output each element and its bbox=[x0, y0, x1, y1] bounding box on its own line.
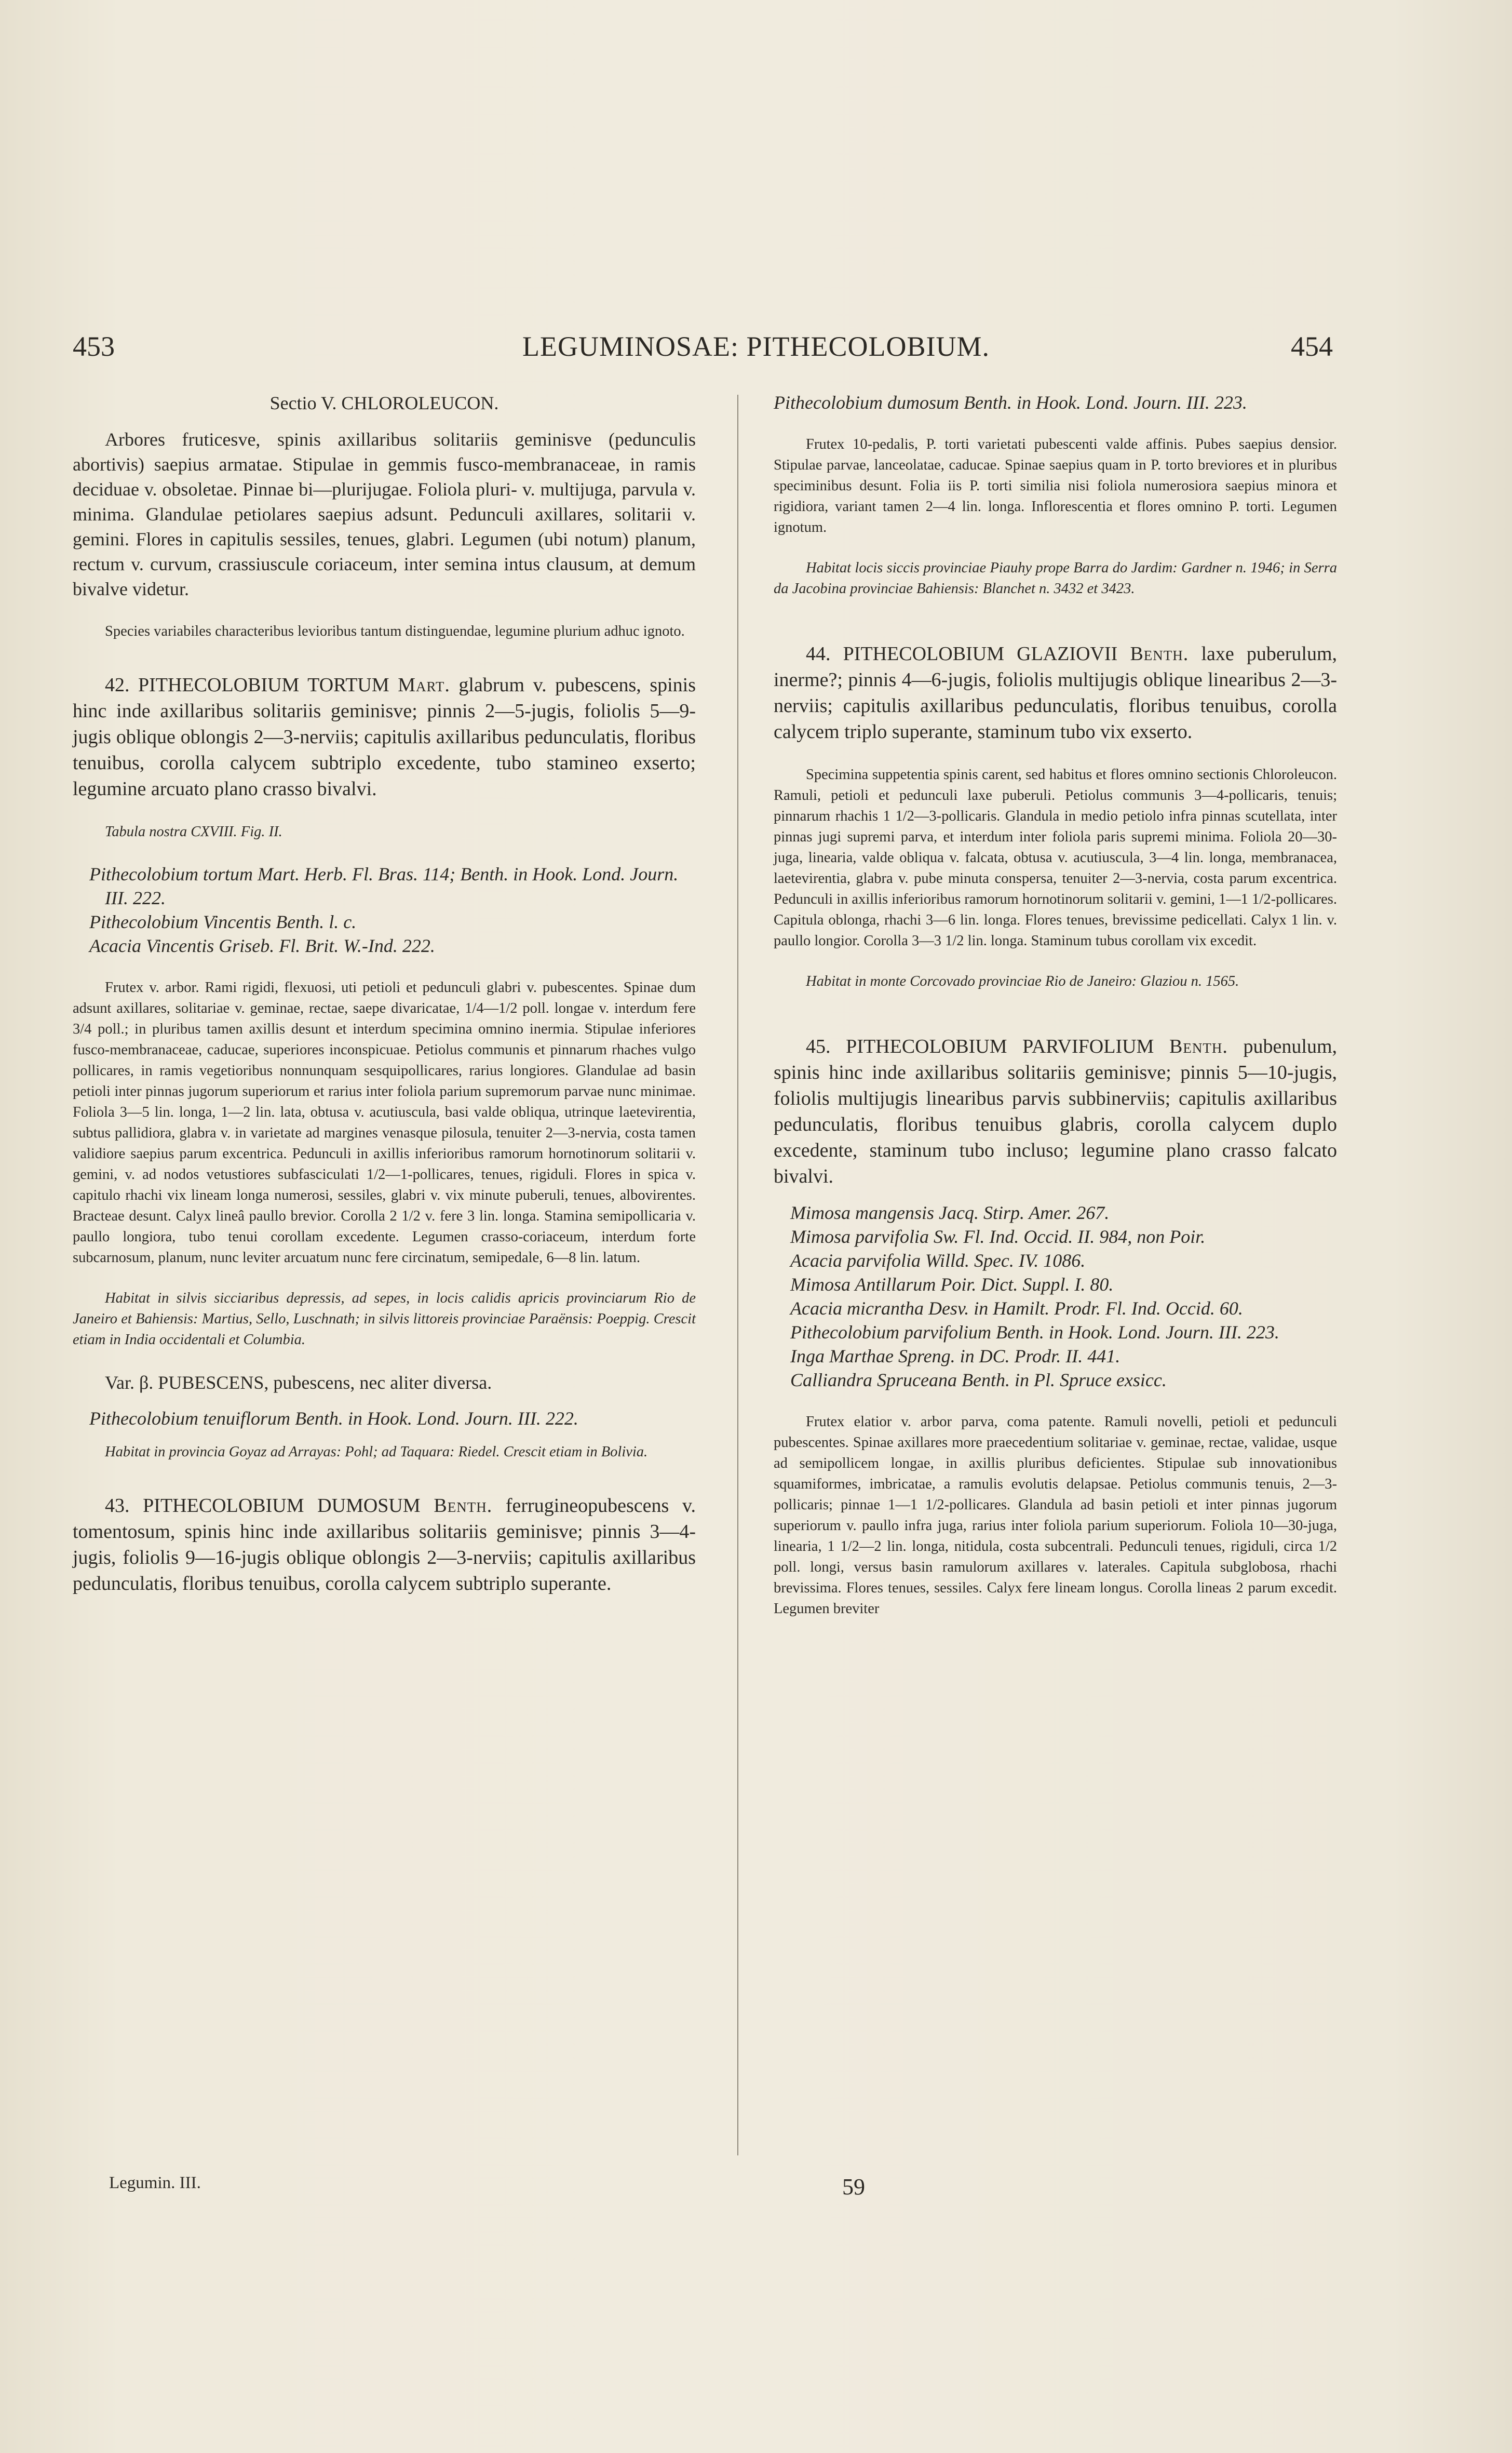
species-42-heading: 42. PITHECOLOBIUM TORTUM bbox=[105, 674, 389, 696]
synonym-item: Mimosa Antillarum Poir. Dict. Suppl. I. 80. bbox=[790, 1274, 1114, 1295]
section-note: Species variabiles characteribus levioribus tantum distinguendae, legumine plurium adhuc ignoto. bbox=[105, 623, 685, 639]
species-45-heading: 45. PITHECOLOBIUM PARVIFOLIUM bbox=[806, 1036, 1154, 1057]
folio-number: 59 bbox=[842, 2174, 865, 2200]
species-43-synonym: Pithecolobium dumosum Benth. in Hook. Lond. Journ. III. 223. bbox=[774, 392, 1247, 413]
section-description: Arbores fruticesve, spinis axillaribus solitariis geminisve (pedunculis abortivis) saepius armatae. Stipulae in gemmis fusco-membranaceae, in ramis deciduae v. obsoletae. Pinnae bi—plurijugae. Foliola pluri- v. multijuga, parvula v. minima. Glandulae petiolares saepius adsunt. Pedunculi axillares, solitarii v. gemini. Flores in capitulis sessiles, tenues, glabri. Legumen (ubi notum) planum, rectum v. curvum, crassiuscule coriaceum, inter semina intus clausum, at demum bivalve videtur. bbox=[73, 429, 696, 599]
species-42-diagnosis-text: glabrum v. pubescens, spinis hinc inde axillaribus solitariis geminisve; pinnis 2—5-jugis, foliolis 5—9-jugis oblique oblongis 2—3-nerviis; capitulis axillaribus pedunculatis, floribus tenuibus, corolla calycem subtriplo excedente, tubo stamineo exserto; legumine arcuato plano crasso bivalvi. bbox=[73, 674, 696, 800]
species-45-description: Frutex elatior v. arbor parva, coma patente. Ramuli novelli, petioli et pedunculi pubescentes. Spinae axillares more praecedentium solitariae v. geminae, rectae, validae, usque ad semipollicem longae, in axillis pluribus deficientes. Stipulae sub innovationibus squamiformes, imbricatae, a ramulis evolutis delapsae. Petiolus communis tenuis, 2—3-pollicaris; pinnae 1—1 1/2-pollicares. Glandula ad basin petioli et inter pinnas jugorum superiorum v. paullo infra juga, rarius inter foliola parium superiorum. Foliola 10—30-juga, linearia, 1 1/2—2 lin. longa, nitidula, costa subcentrali. Pedunculi tenues, rigiduli, circa 1/2 poll. longi, versus basin ramulorum axillares v. laterales. Capitula subglobosa, rhachi brevissima. Flores tenues, sessiles. Calyx fere lineam longus. Corolla lineas 2 parum excedit. Legumen breviter bbox=[774, 1414, 1337, 1617]
variety-beta: Var. β. PUBESCENS, pubescens, nec aliter diversa. bbox=[105, 1372, 492, 1393]
variety-habitat: Habitat in provincia Goyaz ad Arrayas: Pohl; ad Taquara: Riedel. Crescit etiam in Bolivia. bbox=[105, 1444, 648, 1460]
species-43-habitat: Habitat locis siccis provinciae Piauhy prope Barra do Jardim: Gardner n. 1946; in Serra da Jacobina provinciae Bahiensis: Blanchet n. 3432 et 3423. bbox=[774, 560, 1337, 597]
synonym-item: Inga Marthae Spreng. in DC. Prodr. II. 441. bbox=[790, 1346, 1120, 1366]
section-title: Sectio V. CHLOROLEUCON. bbox=[269, 393, 499, 413]
left-column bbox=[73, 391, 696, 1597]
page-number-left: 453 bbox=[73, 331, 115, 362]
synonym-item: Mimosa parvifolia Sw. Fl. Ind. Occid. II. 984, non Poir. bbox=[790, 1226, 1206, 1247]
synonym-item: Pithecolobium Vincentis Benth. l. c. bbox=[89, 912, 357, 932]
species-43-author: Benth. bbox=[434, 1495, 493, 1517]
synonym-item: Mimosa mangensis Jacq. Stirp. Amer. 267. bbox=[790, 1202, 1110, 1223]
species-45-diagnosis-text: pubenulum, spinis hinc inde axillaribus solitariis geminisve; pinnis 5—10-jugis, foliolis multijugis linearibus parvis subbinerviis; capitulis axillaribus pedunculatis, floribus tenuibus glabris, corolla calycem duplo excedente, staminum tubo incluso; legumine plano crasso falcato bivalvi. bbox=[774, 1036, 1337, 1187]
right-column bbox=[774, 391, 1337, 1619]
species-45-author: Benth. bbox=[1169, 1036, 1228, 1057]
synonym-item: Acacia Vincentis Griseb. Fl. Brit. W.-Ind. 222. bbox=[89, 935, 435, 956]
column-divider bbox=[737, 395, 738, 2155]
synonym-item: Acacia micrantha Desv. in Hamilt. Prodr. Fl. Ind. Occid. 60. bbox=[790, 1298, 1243, 1319]
species-44-diagnosis bbox=[774, 641, 1337, 745]
species-43-diagnosis-text: ferrugineopubescens v. tomentosum, spinis hinc inde axillaribus solitariis geminisve; pinnis 3—4-jugis, foliolis 9—16-jugis oblique oblongis 2—3-nerviis; capitulis axillaribus pedunculatis, floribus tenuibus, corolla calycem subtriplo superante. bbox=[73, 1495, 696, 1594]
species-43-heading: 43. PITHECOLOBIUM DUMOSUM bbox=[105, 1495, 421, 1517]
species-43-description: Frutex 10-pedalis, P. torti varietati pubescenti valde affinis. Pubes saepius densior. Stipulae parvae, lanceolatae, caducae. Spinae saepius quam in P. torto breviores et in pluribus speciminibus desunt. Folia iis P. torti similia nisi foliola numerosiora saepius minora et rigidiora, variant tamen 2—4 lin. longa. Inflorescentia et flores omnino P. torti. Legumen ignotum. bbox=[774, 436, 1337, 535]
synonym-item: Pithecolobium tortum Mart. Herb. Fl. Bras. 114; Benth. in Hook. Lond. Journ. III. 222. bbox=[89, 864, 679, 908]
synonym-item: Pithecolobium parvifolium Benth. in Hook. Lond. Journ. III. 223. bbox=[790, 1322, 1279, 1343]
species-44-heading: 44. PITHECOLOBIUM GLAZIOVII bbox=[806, 643, 1118, 665]
running-header bbox=[0, 330, 1512, 372]
species-45-diagnosis bbox=[774, 1034, 1337, 1189]
species-44-diagnosis-text: laxe puberulum, inerme?; pinnis 4—6-jugis, foliolis multijugis oblique linearibus 2—3-nerviis; capitulis axillaribus pedunculatis, floribus tenuibus, corolla calycem triplo superante, staminum tubo vix exserto. bbox=[774, 643, 1338, 743]
page-number-right: 454 bbox=[1291, 331, 1333, 362]
species-42-diagnosis bbox=[73, 672, 696, 802]
species-42-author: Mart. bbox=[398, 674, 450, 696]
variety-synonym: Pithecolobium tenuiflorum Benth. in Hook. Lond. Journ. III. 222. bbox=[89, 1408, 578, 1429]
species-42-description: Frutex v. arbor. Rami rigidi, flexuosi, uti petioli et pedunculi glabri v. pubescentes. Spinae dum adsunt axillares, solitariae v. geminae, rectae, saepe divaricatae, 1/4—1/2 poll. longae v. interdum fere 3/4 poll.; in pluribus tamen axillis desunt et interdum specimina omnino inermia. Stipulae inferiores fusco-membranaceae, caducae, superiores inconspicuae. Petiolus communis et pinnarum rhaches vulgo pollicares, in ramis vegetioribus nonnunquam sesquipollicares, rarius longiores. Glandulae ad basin petioli inter pinnas jugorum superiorum et rarius inter foliola parium supremorum parvae nunc minimae. Foliola 3—5 lin. longa, 1—2 lin. lata, obtusa v. acutiuscula, basi valde obliqua, utrinque laetevirentia, subtus pallidiora, glabra v. in varietate ad margines venasque pilosula, tenuiter 2—3-nervia, costa tamen validiore saepius parum excentrica. Pedunculi in axillis inferioribus ramorum hornotinorum solitarii v. gemini, v. ad nodos vetustiores subfasciculati 1/2—1-pollicares, tenues, rigiduli. Flores in spica v. capitulo rhachi vix lineam longa numerosi, sessiles, glabri v. vix minute puberuli, tenues, albovirentes. Bracteae desunt. Calyx lineâ paullo brevior. Corolla 2 1/2 v. fere 3 lin. longa. Stamina semipollicaria v. paullo longiora, tubo tenui corollam excedente. Legumen crasso-coriaceum, interdum forte subcarnosum, planum, nunc leviter arcuatum nunc fere circinatum, semipedale, 6—8 lin. latum. bbox=[73, 980, 696, 1266]
species-43-diagnosis bbox=[73, 1493, 696, 1597]
species-42-plate: Tabula nostra CXVIII. Fig. II. bbox=[105, 824, 282, 840]
species-44-author: Benth. bbox=[1130, 643, 1189, 665]
synonym-item: Acacia parvifolia Willd. Spec. IV. 1086. bbox=[790, 1250, 1086, 1271]
synonym-item: Calliandra Spruceana Benth. in Pl. Spruce exsicc. bbox=[790, 1370, 1167, 1390]
species-44-description: Specimina suppetentia spinis carent, sed habitus et flores omnino sectionis Chloroleucon. Ramuli, petioli et pedunculi laxe puberuli. Petiolus communis 3—4-pollicaris, tenuis; pinnarum rhachis 1 1/2—3-pollicaris. Glandula in medio petiolo infra pinnas scutellata, inter pinnas jugi supremi parva, et interdum inter foliola paris supremi minima. Foliola 20—30-juga, linearia, valde obliqua v. falcata, obtusa v. acutiuscula, 3—4 lin. longa, membranacea, laetevirentia, glabra v. pube minuta conspersa, tenuiter 2—3-nervia, costa parum excentrica. Pedunculi in axillis inferioribus ramorum hornotinorum solitarii v. gemini, 1—1 1/2-pollicares. Capitula oblonga, rhachi 3—6 lin. longa. Flores tenues, brevissime pedicellati. Calyx 1 lin. v. paullo longior. Corolla 3—3 1/2 lin. longa. Staminum tubus corollam vix excedit. bbox=[774, 767, 1337, 949]
running-title: LEGUMINOSAE: PITHECOLOBIUM. bbox=[522, 331, 990, 362]
species-42-habitat: Habitat in silvis sicciaribus depressis, ad sepes, in locis calidis apricis provinciarum Rio de Janeiro et Bahiensis: Martius, Sello, Luschnath; in silvis littoreis provinciae Paraënsis: Poeppig. Crescit etiam in India occidentali et Columbia. bbox=[73, 1290, 696, 1348]
species-44-habitat: Habitat in monte Corcovado provinciae Rio de Janeiro: Glaziou n. 1565. bbox=[806, 973, 1239, 989]
signature-mark: Legumin. III. bbox=[109, 2174, 201, 2192]
